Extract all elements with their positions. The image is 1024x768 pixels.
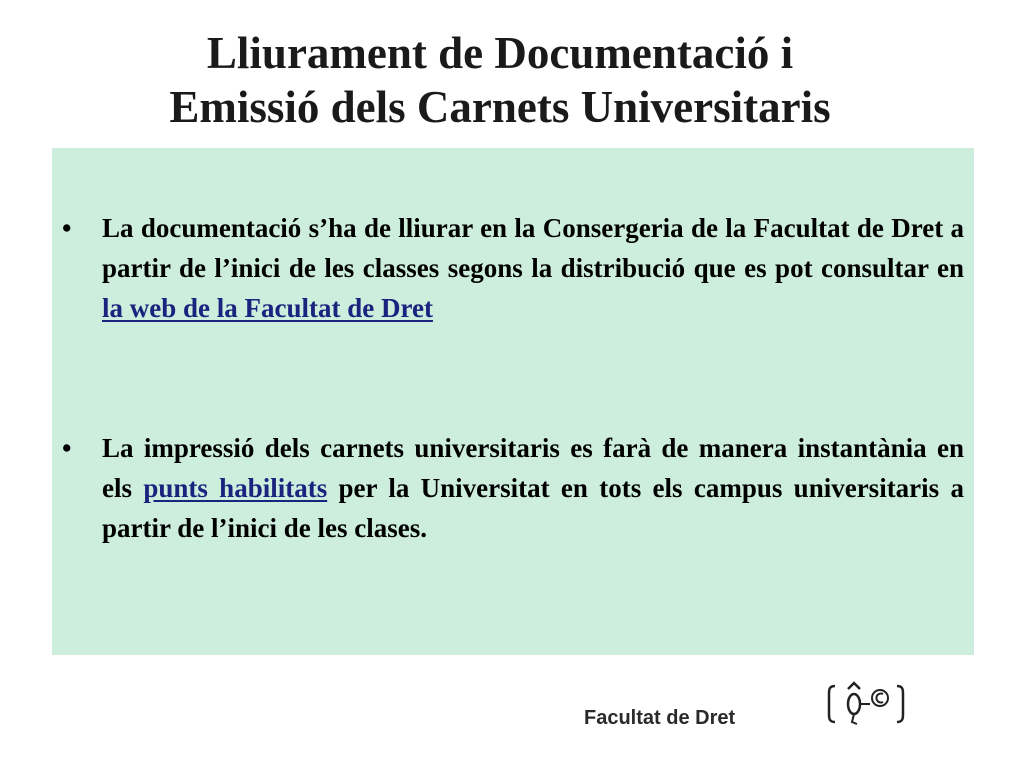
- title-line-2: Emissió dels Carnets Universitaris: [169, 82, 831, 132]
- enabled-points-link[interactable]: punts habilitats: [143, 473, 328, 503]
- faculty-seal-icon: [826, 680, 906, 733]
- faculty-web-link[interactable]: la web de la Facultat de Dret: [102, 293, 433, 323]
- slide-title: [0, 26, 1000, 134]
- bullet-text: [102, 428, 964, 548]
- content-box: [52, 148, 974, 655]
- bullet-text-after: per la Universitat en tots els campus universitaris a partir de l’inici de les clases.: [102, 473, 964, 543]
- title-line-1: Lliurament de Documentació i: [206, 28, 794, 78]
- bullet-text-before: La impressió dels carnets universitaris es farà de manera instantània en els: [102, 433, 964, 503]
- bullet-text-before: La documentació s’ha de lliurar en la Consergeria de la Facultat de Dret a partir de l’inici de les classes segons la distribució que es pot consultar en: [102, 213, 964, 283]
- bullet-marker: •: [62, 213, 72, 243]
- bullet-text: [102, 208, 964, 328]
- bullet-marker: •: [62, 433, 72, 463]
- footer-faculty-label: Facultat de Dret: [584, 707, 736, 729]
